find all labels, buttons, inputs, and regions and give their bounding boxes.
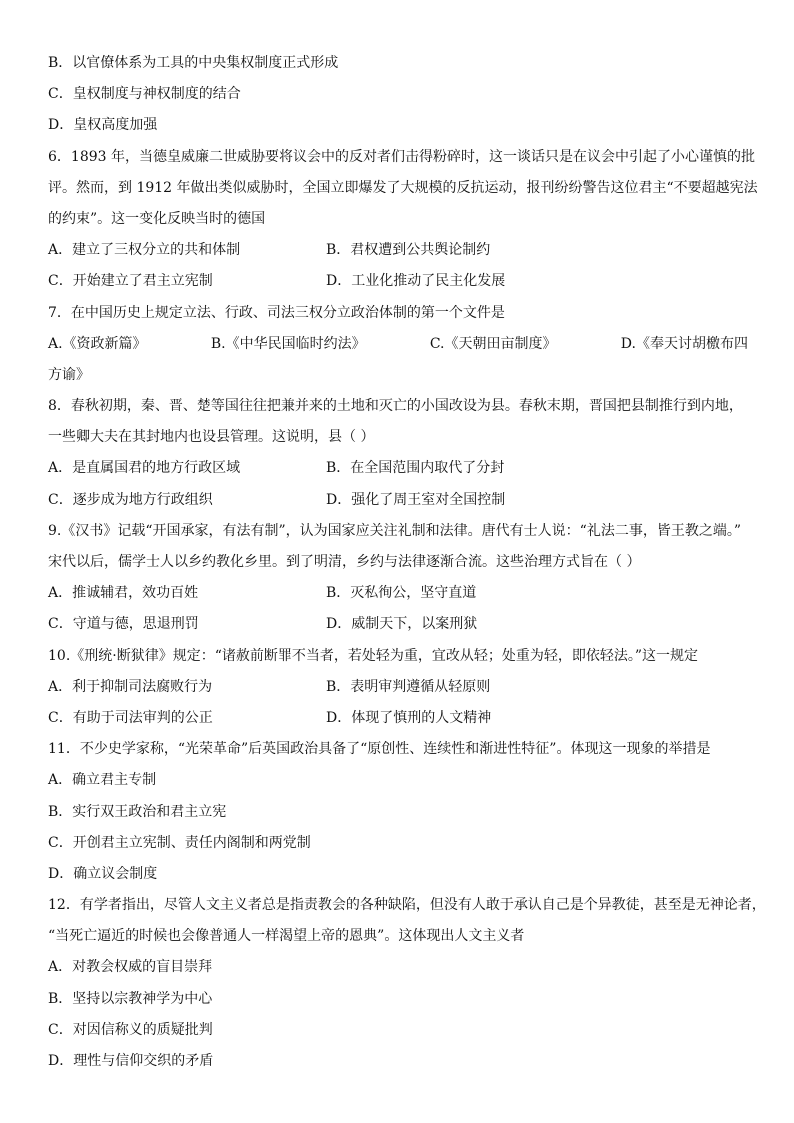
question-6-option-c: C．开始建立了君主立宪制 bbox=[48, 273, 213, 290]
question-9-option-b: B．灭私徇公，坚守直道 bbox=[326, 585, 477, 602]
question-8-options-row-2 bbox=[48, 485, 748, 516]
question-6-option-a: A．建立了三权分立的共和体制 bbox=[48, 242, 241, 259]
question-12-stem-line-1: 12．有学者指出，尽管人文主义者总是指责教会的各种缺陷，但没有人敢于承认自己是个异教徒，甚至是无神论者， bbox=[48, 897, 766, 914]
question-7-stem: 7．在中国历史上规定立法、行政、司法三权分立政治体制的第一个文件是 bbox=[48, 304, 505, 321]
question-8-option-d: D．强化了周王室对全国控制 bbox=[326, 491, 506, 508]
question-9-option-d: D．威制天下，以案刑狱 bbox=[326, 616, 478, 633]
question-9-stem-line-1: 9.《汉书》记载“开国承家，有法有制”，认为国家应关注礼制和法律。唐代有士人说：“礼法二事，皆王教之端。” bbox=[48, 522, 741, 539]
question-6-stem-line-2: 评。然而，到 1912 年做出类似威胁时，全国立即爆发了大规模的反抗运动，报刊纷纷警告这位君主“不要超越宪法 bbox=[48, 179, 758, 196]
question-6-option-d: D．工业化推动了民主化发展 bbox=[326, 273, 506, 290]
question-12-option-c: C．对因信称义的质疑批判 bbox=[48, 1021, 213, 1038]
question-12-option-b: B．坚持以宗教神学为中心 bbox=[48, 990, 213, 1007]
question-10-option-c: C．有助于司法审判的公正 bbox=[48, 709, 213, 726]
question-7-options-row bbox=[48, 329, 748, 360]
question-10-option-a: A．利于抑制司法腐败行为 bbox=[48, 678, 213, 695]
question-9-options-row-1 bbox=[48, 578, 748, 609]
question-6-options-row-1 bbox=[48, 235, 748, 266]
question-11-option-c: C．开创君主立宪制、责任内阁制和两党制 bbox=[48, 834, 311, 851]
question-7-option-b: B.《中华民国临时约法》 bbox=[210, 335, 366, 352]
question-8-stem-line-1: 8．春秋初期，秦、晋、楚等国往往把兼并来的土地和灭亡的小国改设为县。春秋末期，晋国把县制推行到内地， bbox=[48, 398, 743, 415]
question-6-stem-line-1: 6．1893 年，当德皇威廉二世威胁要将议会中的反对者们击得粉碎时，这一谈话只是在议会中引起了小心谨慎的批 bbox=[48, 148, 755, 165]
question-12-option-d: D．理性与信仰交织的矛盾 bbox=[48, 1053, 214, 1069]
question-9-options-row-2 bbox=[48, 609, 748, 640]
question-10-option-d: D．体现了慎刑的人文精神 bbox=[326, 709, 492, 726]
option-b: B．以官僚体系为工具的中央集权制度正式形成 bbox=[48, 55, 339, 71]
option-c: C．皇权制度与神权制度的结合 bbox=[48, 86, 241, 103]
question-8-option-b: B．在全国范围内取代了分封 bbox=[326, 460, 505, 477]
question-10-option-b: B．表明审判遵循从轻原则 bbox=[326, 678, 491, 695]
option-d: D．皇权高度加强 bbox=[48, 117, 158, 134]
question-11-option-a: A．确立君主专制 bbox=[48, 772, 157, 789]
question-7-option-d-continued: 方谕》 bbox=[48, 366, 90, 383]
question-8-stem-line-2: 一些卿大夫在其封地内也设县管理。这说明，县（ ） bbox=[48, 429, 375, 446]
question-8-options-row-1 bbox=[48, 453, 748, 484]
question-7-option-a: A.《资政新篇》 bbox=[48, 335, 147, 352]
question-10-options-row-2 bbox=[48, 703, 748, 734]
question-8-option-a: A．是直属国君的地方行政区域 bbox=[48, 460, 241, 477]
question-11-stem: 11．不少史学家称，“光荣革命”后英国政治具备了“原创性、连续性和渐进性特征”。体现这一现象的举措是 bbox=[48, 741, 711, 758]
question-8-option-c: C．逐步成为地方行政组织 bbox=[48, 491, 213, 508]
question-12-stem-line-2: “当死亡逼近的时候也会像普通人一样渴望上帝的恩典”。这体现出人文主义者 bbox=[48, 928, 525, 945]
exam-page bbox=[48, 48, 766, 1077]
question-6-options-row-2 bbox=[48, 266, 748, 297]
question-7-option-c: C.《天朝田亩制度》 bbox=[429, 335, 557, 352]
question-12-option-a: A．对教会权威的盲目崇拜 bbox=[48, 959, 213, 976]
question-10-stem: 10.《刑统·断狱律》规定：“诸赦前断罪不当者，若处轻为重，宜改从轻；处重为轻，即依轻法。”这一规定 bbox=[48, 647, 699, 664]
question-9-stem-line-2: 宋代以后，儒学士人以乡约教化乡里。到了明清，乡约与法律逐渐合流。这些治理方式旨在（ ） bbox=[48, 554, 641, 570]
question-6-stem-line-3: 的约束”。这一变化反映当时的德国 bbox=[48, 210, 266, 227]
question-10-options-row-1 bbox=[48, 672, 748, 703]
question-6-option-b: B．君权遭到公共舆论制约 bbox=[326, 242, 491, 259]
question-7-option-d: D.《奉天讨胡檄布四 bbox=[620, 335, 748, 352]
question-11-option-d: D．确立议会制度 bbox=[48, 865, 158, 882]
question-11-option-b: B．实行双王政治和君主立宪 bbox=[48, 803, 227, 820]
question-9-option-a: A．推诚辅君，效功百姓 bbox=[48, 585, 199, 602]
question-9-option-c: C．守道与德，思退刑罚 bbox=[48, 616, 199, 633]
